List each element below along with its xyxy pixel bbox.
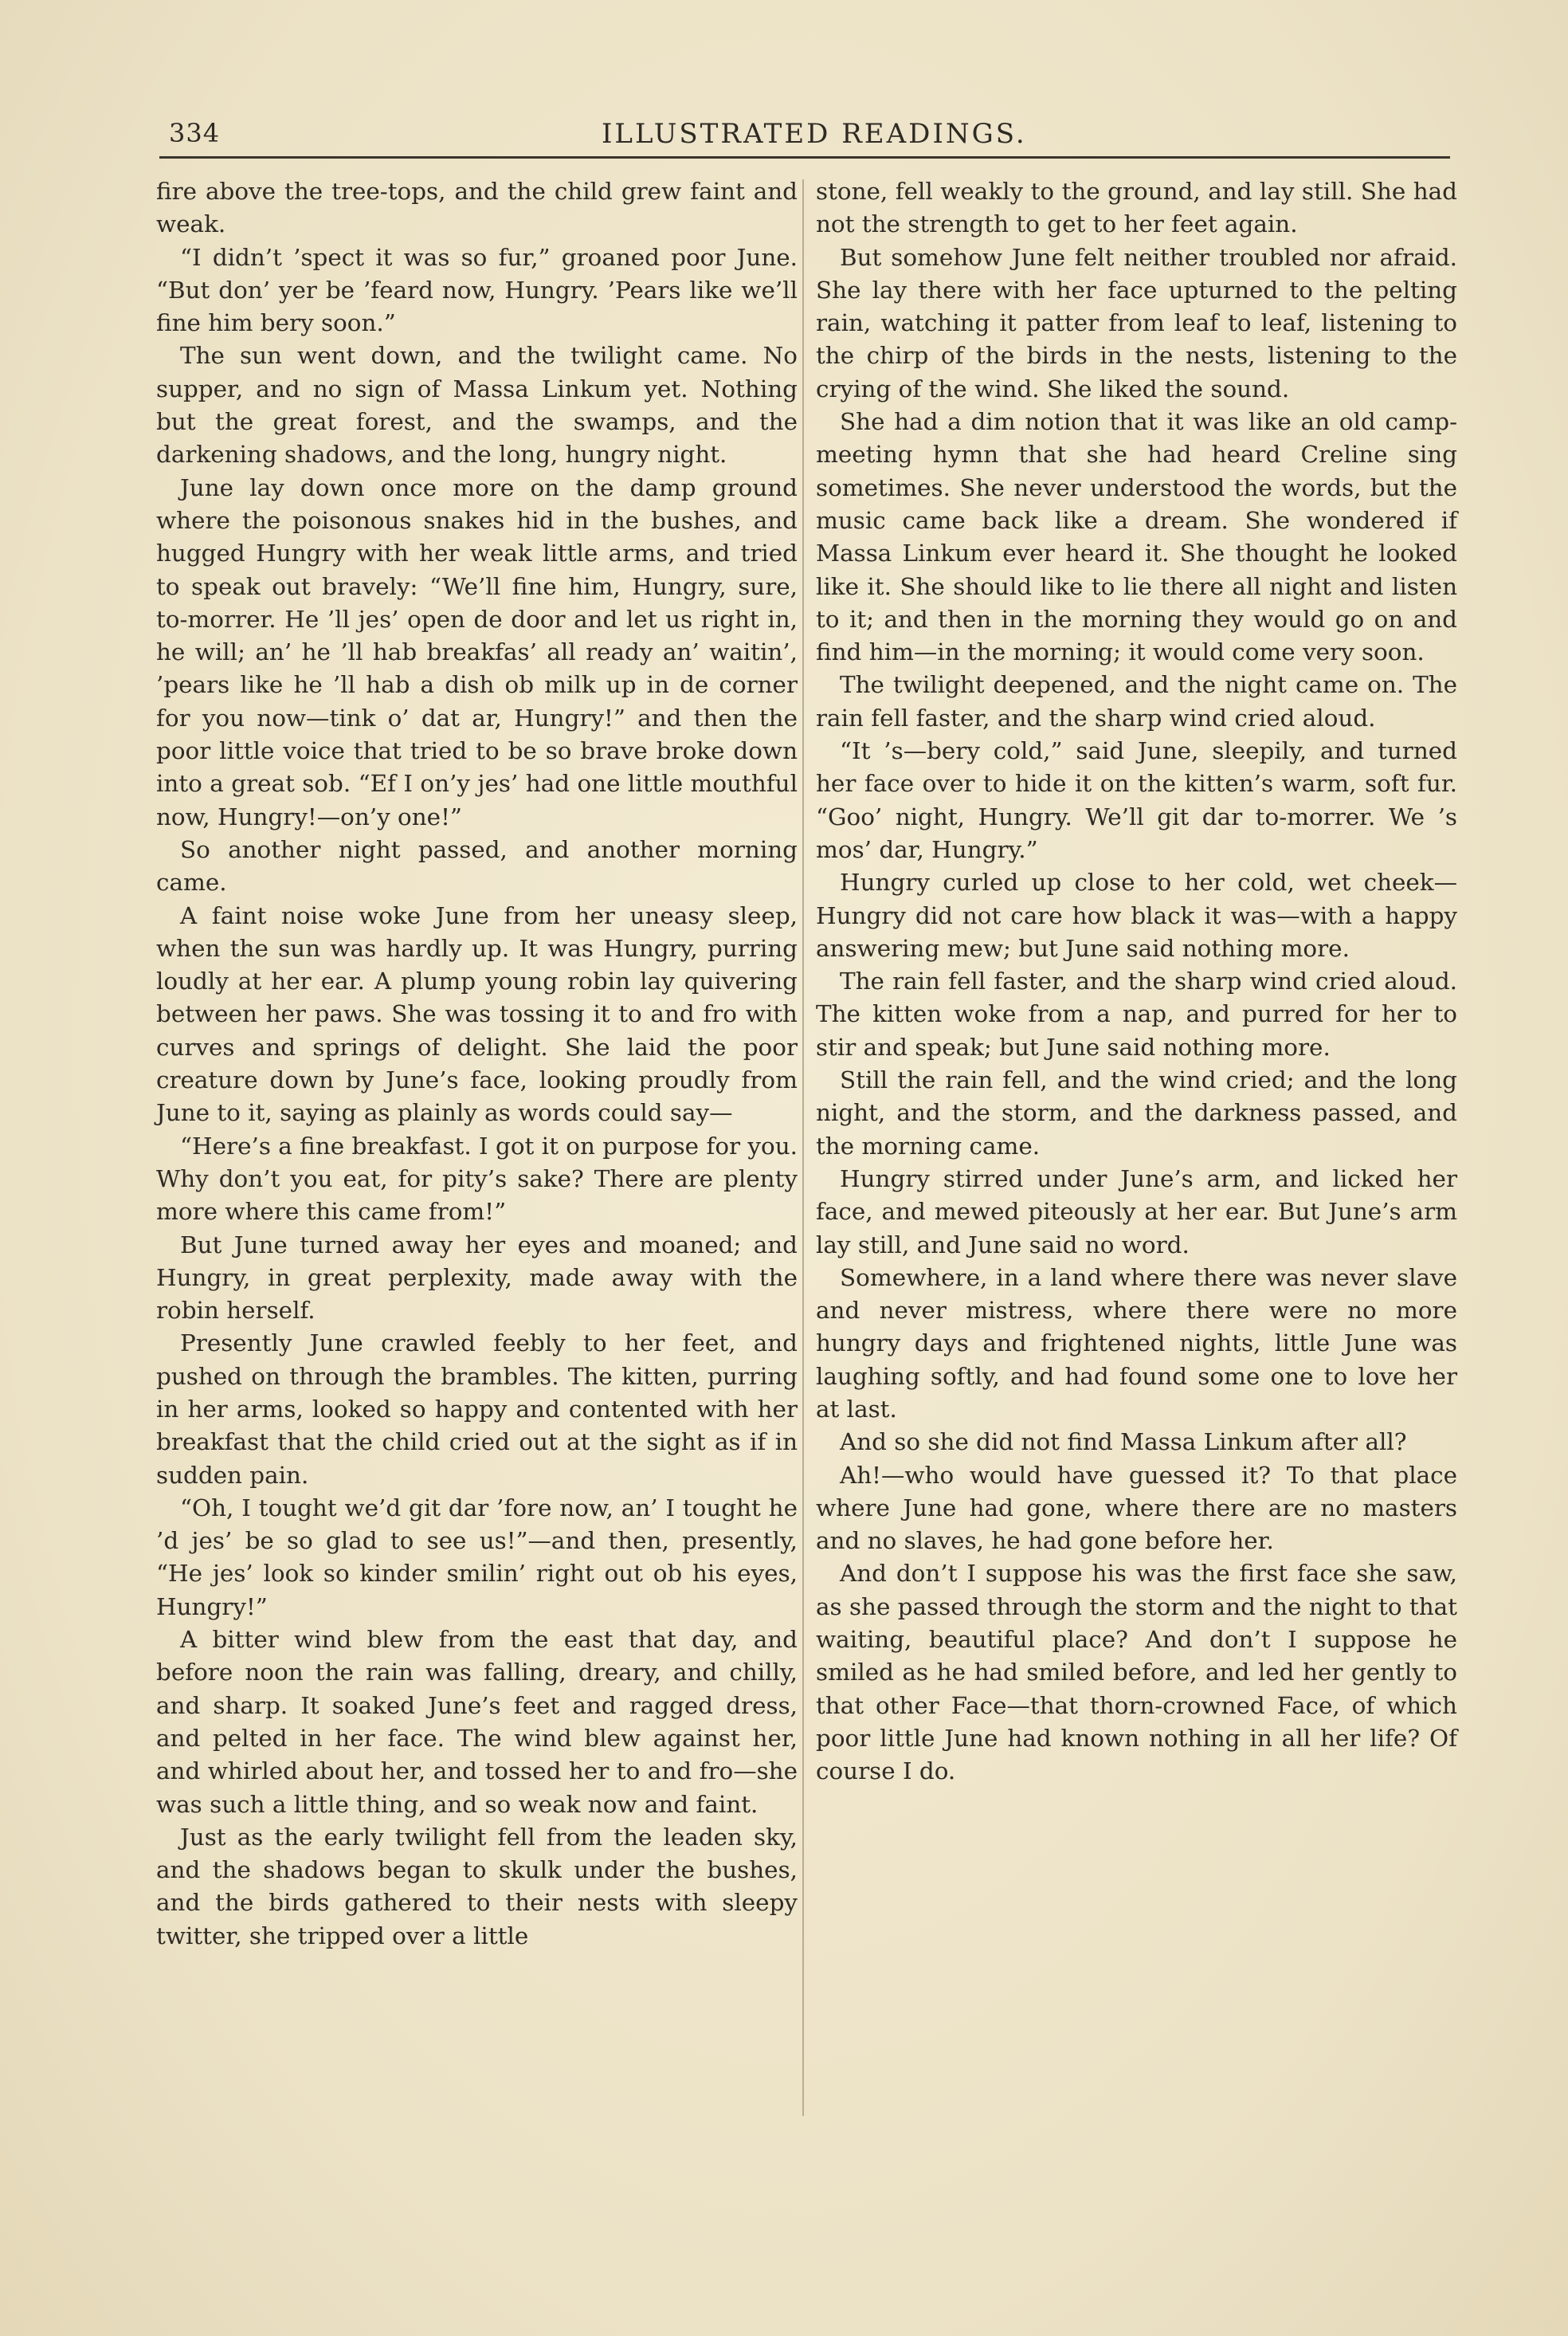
paragraph: The twilight deepened, and the night came on. The rain fell faster, and the sharp wind cried aloud.	[816, 671, 1457, 732]
left-column	[156, 175, 798, 1953]
paragraph: And don’t I suppose his was the first face she saw, as she passed through the storm and the night to that waiting, beautiful place? And don’t I suppose he smiled as he had smiled before, and led her gently to that other Face—that thorn-crowned Face, of which poor little June had known nothing in all her life? Of course I do.	[816, 1560, 1457, 1785]
paragraph: A bitter wind blew from the east that day, and before noon the rain was falling, dreary, and chilly, and sharp. It soaked June’s feet and ragged dress, and pelted in her face. The wind blew against her, and whirled about her, and tossed her to and fro—she was such a little thing, and so weak now and faint.	[156, 1626, 798, 1818]
paragraph: The rain fell faster, and the sharp wind cried aloud. The kitten woke from a nap, and purred for her to stir and speak; but June said nothing more.	[816, 968, 1457, 1061]
paragraph: stone, fell weakly to the ground, and lay still. She had not the strength to get to her feet again.	[816, 178, 1457, 238]
paragraph: “Here’s a fine breakfast. I got it on purpose for you. Why don’t you eat, for pity’s sake? There are plenty more where this came from!”	[156, 1132, 798, 1226]
paragraph: But June turned away her eyes and moaned; and Hungry, in great perplexity, made away with the robin herself.	[156, 1231, 798, 1325]
paragraph: Ah!—who would have guessed it? To that place where June had gone, where there are no masters and no slaves, he had gone before her.	[816, 1461, 1457, 1555]
header-rule	[159, 156, 1450, 159]
paragraph: Presently June crawled feebly to her feet, and pushed on through the brambles. The kitten, purring in her arms, looked so happy and contented with her breakfast that the child cried out at the sight as if in sudden pain.	[156, 1329, 798, 1489]
paragraph: Still the rain fell, and the wind cried; and the long night, and the storm, and the darkness passed, and the morning came.	[816, 1066, 1457, 1160]
paragraph: She had a dim notion that it was like an old camp-meeting hymn that she had heard Creline sing sometimes. She never understood the words, but the music came back like a dream. She wondered if Massa Linkum ever heard it. She thought he looked like it. She should like to lie there all night and listen to it; and then in the morning they would go on and find him—in the morning; it would come very soon.	[816, 408, 1457, 666]
paragraph: The sun went down, and the twilight came. No supper, and no sign of Massa Linkum yet. Nothing but the great forest, and the swamps, and the darkening shadows, and the long, hungry night.	[156, 342, 798, 469]
paragraph: “Oh, I tought we’d git dar ’fore now, an’ I tought he ’d jes’ be so glad to see us!”—and then, presently, “He jes’ look so kinder smilin’ right out ob his eyes, Hungry!”	[156, 1494, 798, 1620]
page-header	[159, 118, 1450, 156]
paragraph: But somehow June felt neither troubled nor afraid. She lay there with her face upturned to the pelting rain, watching it patter from leaf to leaf, listening to the chirp of the birds in the nests, listening to the crying of the wind. She liked the sound.	[816, 243, 1457, 402]
running-head: ILLUSTRATED READINGS.	[602, 118, 1027, 150]
paragraph: Just as the early twilight fell from the leaden sky, and the shadows began to skulk under the bushes, and the birds gathered to their nests with sleepy twitter, she tripped over a little	[156, 1823, 798, 1949]
right-column	[816, 175, 1457, 1788]
paragraph: And so she did not find Massa Linkum after all?	[840, 1428, 1407, 1456]
paragraph: Hungry stirred under June’s arm, and licked her face, and mewed piteously at her ear. But June’s arm lay still, and June said no word.	[816, 1164, 1457, 1258]
paragraph: Hungry curled up close to her cold, wet cheek—Hungry did not care how black it was—with a happy answering mew; but June said nothing more.	[816, 869, 1457, 962]
paragraph: A faint noise woke June from her uneasy sleep, when the sun was hardly up. It was Hungry, purring loudly at her ear. A plump young robin lay quivering between her paws. She was tossing it to and fro with curves and springs of delight. She laid the poor creature down by June’s face, looking proudly from June to it, saying as plainly as words could say—	[156, 901, 798, 1127]
page-number: 334	[169, 118, 221, 148]
paragraph: “I didn’t ’spect it was so fur,” groaned poor June. “But don’ yer be ’feard now, Hungry. ’Pears like we’ll fine him bery soon.”	[156, 243, 798, 337]
paragraph: fire above the tree-tops, and the child grew faint and weak.	[156, 178, 798, 238]
paragraph: June lay down once more on the damp ground where the poisonous snakes hid in the bushes, and hugged Hungry with her weak little arms, and tried to speak out bravely: “We’ll fine him, Hungry, sure, to-morrer. He ’ll jes’ open de door and let us right in, he will; an’ he ’ll hab breakfas’ all ready an’ waitin’, ’pears like he ’ll hab a dish ob milk up in de corner for you now—tink o’ dat ar, Hungry!” and then the poor little voice that tried to be so brave broke down into a great sob. “Ef I on’y jes’ had one little mouthful now, Hungry!—on’y one!”	[156, 473, 798, 830]
paragraph: “It ’s—bery cold,” said June, sleepily, and turned her face over to hide it on the kitten’s warm, soft fur. “Goo’ night, Hungry. We’ll git dar to-morrer. We ’s mos’ dar, Hungry.”	[816, 737, 1457, 863]
paragraph: Somewhere, in a land where there was never slave and never mistress, where there were no more hungry days and frightened nights, little June was laughing softly, and had found some one to love her at last.	[816, 1263, 1457, 1423]
paragraph: So another night passed, and another morning came.	[156, 835, 798, 897]
column-divider	[802, 179, 804, 2116]
